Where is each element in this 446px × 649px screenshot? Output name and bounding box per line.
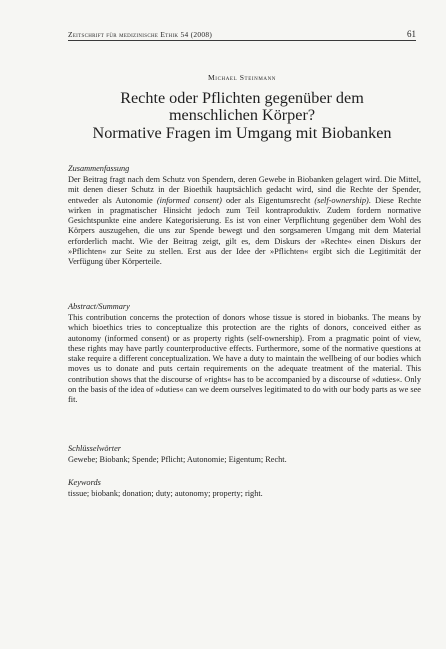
zusammenfassung-section xyxy=(68,164,421,268)
keywords-heading: Keywords xyxy=(68,478,101,487)
title-line: Rechte oder Pflichten gegenüber dem xyxy=(120,89,364,107)
schlagwoerter-heading: Schlüsselwörter xyxy=(68,444,122,453)
journal-name: Zeitschrift für medizinische Ethik 54 (2008) xyxy=(68,30,213,39)
keywords-text: tissue; biobank; donation; duty; autonomy; property; right. xyxy=(68,489,263,498)
running-head xyxy=(68,29,416,39)
schlagwoerter-section xyxy=(68,444,421,465)
header-rule xyxy=(68,40,416,41)
abstract-section xyxy=(68,302,421,406)
abstract-text: This contribution concerns the protection of donors whose tissue is stored in biobanks. The means by which bioethics tries to conceptualize this protection are the rights of donors, conceived either as autonomy (informed consent) or as property rights (self-ownership). From a pragmatic point of view, these rights may have partly counterproductive effects. Furthermore, some of the normative questions at stake require a different conceptualization. We have a duty to maintain the wellbeing of our bodies which moves us to donate and puts certain requirements on the adequate treatment of the material. This contribution shows that the discourse of »rights« has to be accompanied by a discourse of »duties«. Only on the basis of the idea of »duties« can we deem ourselves legitimated to do with our body parts as we see fit. xyxy=(68,313,421,405)
title-line: Normative Fragen im Umgang mit Biobanken xyxy=(92,123,392,142)
zusammenfassung-text: Der Beitrag fragt nach dem Schutz von Spendern, deren Gewebe in Biobanken gelagert wird. Die Mittel, mit denen dieser Schutz in der Bioethik hauptsächlich gedacht wird, sind die Rechte der Spender, entweder als Autonomie (informed consent) oder als Eigentumsrecht (self-ownership). Diese Rechte wirken in pragmatischer Hinsicht jedoch zum Teil kontraproduktiv. Zudem fordern normative Gesichtspunkte eine andere Kategorisierung. Es ist von einer Verpflichtung gegenüber dem Wohl des Körpers auszugehen, die uns zur Spende bewegt und den sorgsameren Umgang mit dem Material erforderlich macht. Wie der Beitrag zeigt, gilt es, dem Diskurs der »Rechte« einen Diskurs der »Pflichten« zur Seite zu stellen. Erst aus der Idee der »Pflichten« ergibt sich die Legitimität der Verfügung über Körperteile. xyxy=(68,175,422,267)
page-number: 61 xyxy=(407,29,416,39)
author-name: Michael Steinmann xyxy=(207,73,277,82)
keywords-section xyxy=(68,478,421,499)
title-line: menschlichen Körper? xyxy=(168,106,316,125)
article-title xyxy=(68,90,416,142)
zusammenfassung-heading: Zusammenfassung xyxy=(68,164,130,173)
schlagwoerter-text: Gewebe; Biobank; Spende; Pflicht; Autonomie; Eigentum; Recht. xyxy=(68,455,287,464)
abstract-heading: Abstract/Summary xyxy=(68,302,130,311)
